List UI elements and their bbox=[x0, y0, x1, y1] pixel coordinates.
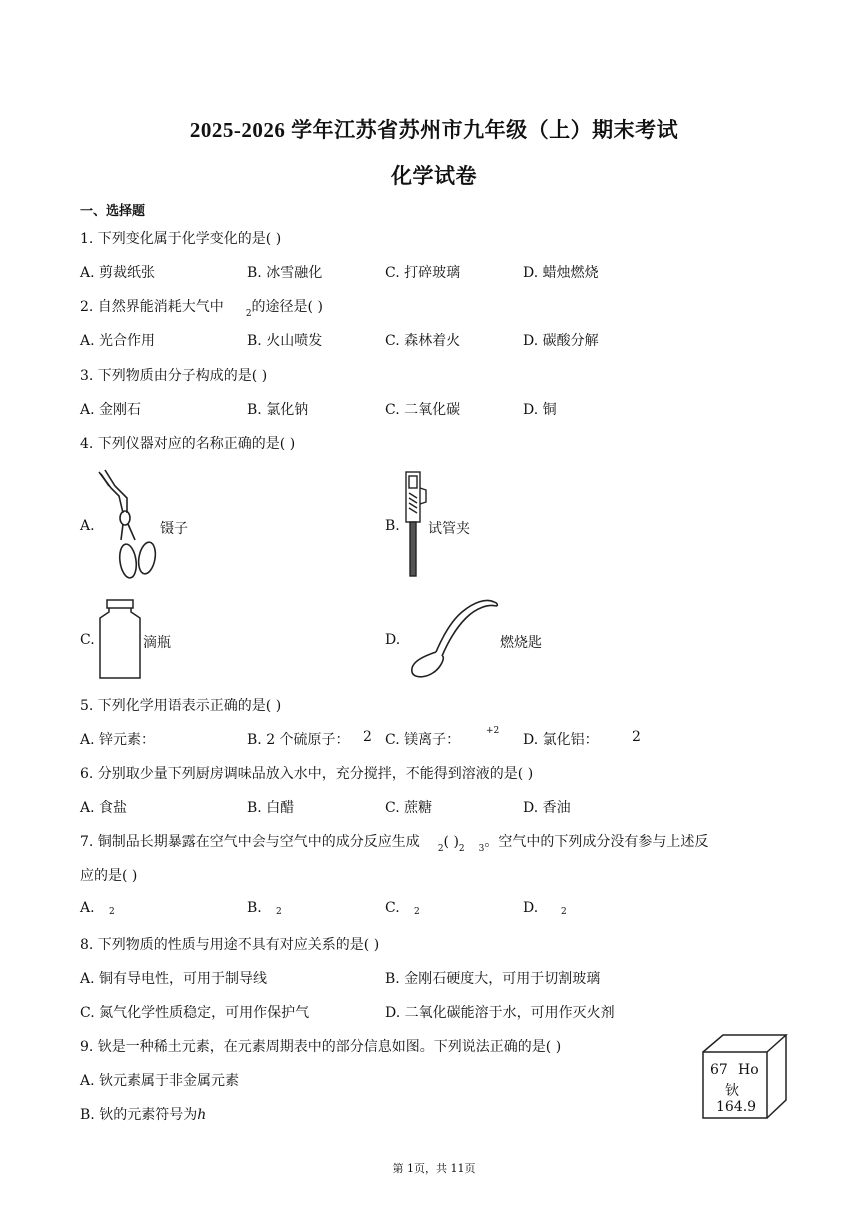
q7-option-a: A. bbox=[80, 900, 95, 916]
q3-option-d: D. 铜 bbox=[523, 402, 557, 418]
q4-option-c: C. bbox=[80, 632, 95, 648]
q2-option-b: B. 火山喷发 bbox=[247, 333, 323, 349]
q4-option-a: A. bbox=[80, 518, 95, 534]
question-7-stem-cont: 应的是( ) bbox=[80, 868, 138, 884]
element-mass: 164.9 bbox=[716, 1099, 757, 1115]
page-title: 2025-2026 学年江苏省苏州市九年级（上）期末考试 bbox=[189, 118, 679, 142]
q7-c-sub: 2 bbox=[414, 907, 420, 917]
q7-sub-2: 2 bbox=[458, 844, 465, 854]
q8-option-d: D. 二氧化碳能溶于水，可用作灭火剂 bbox=[385, 1005, 615, 1021]
q6-option-a: A. 食盐 bbox=[80, 800, 128, 816]
q5-option-b: B. 2 个硫原子： bbox=[247, 732, 350, 748]
q4-label-a: 镊子 bbox=[160, 521, 188, 537]
q3-option-c: C. 二氧化碳 bbox=[385, 402, 461, 418]
page-subtitle: 化学试卷 bbox=[391, 164, 477, 188]
q1-option-c: C. 打碎玻璃 bbox=[385, 265, 461, 281]
q7-stem-b: 。空气中的下列成分没有参与上述反 bbox=[484, 834, 709, 850]
q5-b-coefficient: 2 bbox=[363, 729, 372, 745]
question-7-stem bbox=[80, 831, 709, 854]
q4-label-b: 试管夹 bbox=[428, 521, 470, 537]
q6-option-b: B. 白醋 bbox=[247, 800, 295, 816]
tweezers-image bbox=[95, 468, 165, 583]
q2-option-c: C. 森林着火 bbox=[385, 333, 461, 349]
q6-option-c: C. 蔗糖 bbox=[385, 800, 433, 816]
q7-d-sub: 2 bbox=[561, 907, 567, 917]
q1-option-a: A. 剪裁纸张 bbox=[80, 265, 156, 281]
question-9-stem: 9. 钬是一种稀土元素，在元素周期表中的部分信息如图。下列说法正确的是( ) bbox=[80, 1039, 562, 1055]
q9-option-b-symbol: h bbox=[197, 1107, 207, 1123]
q7-stem-mid: ( ) bbox=[443, 834, 459, 850]
q5-option-c: C. 镁离子： bbox=[385, 732, 461, 748]
q4-label-d: 燃烧匙 bbox=[500, 635, 542, 651]
question-4-stem: 4. 下列仪器对应的名称正确的是( ) bbox=[80, 436, 296, 452]
q9-option-b bbox=[80, 1104, 206, 1124]
q5-option-a: A. 锌元素： bbox=[80, 732, 156, 748]
question-2-stem bbox=[80, 296, 323, 319]
q8-option-b: B. 金刚石硬度大，可用于切割玻璃 bbox=[385, 971, 601, 987]
element-symbol: Ho bbox=[738, 1062, 759, 1078]
question-5-stem: 5. 下列化学用语表示正确的是( ) bbox=[80, 698, 282, 714]
q5-d-subscript: 2 bbox=[632, 729, 641, 745]
q4-option-b: B. bbox=[385, 518, 400, 534]
q7-option-b: B. bbox=[247, 900, 262, 916]
q1-option-d: D. 蜡烛燃烧 bbox=[523, 265, 599, 281]
element-atomic-number: 67 bbox=[710, 1062, 728, 1078]
page-footer: 第 1页，共 11页 bbox=[392, 1162, 476, 1175]
q4-option-d: D. bbox=[385, 632, 401, 648]
q7-sub-1: 2 bbox=[437, 844, 444, 854]
q7-a-sub: 2 bbox=[109, 907, 115, 917]
q2-stem-a: 2. 自然界能消耗大气中 bbox=[80, 299, 224, 315]
section-heading: 一、选择题 bbox=[80, 204, 146, 219]
q3-option-b: B. 氯化钠 bbox=[247, 402, 309, 418]
q9-option-a: A. 钬元素属于非金属元素 bbox=[80, 1073, 240, 1089]
q6-option-d: D. 香油 bbox=[523, 800, 571, 816]
q5-option-d: D. 氯化铝： bbox=[523, 732, 599, 748]
bottle-image bbox=[96, 598, 144, 680]
q2-stem-b: 的途径是( ) bbox=[251, 299, 323, 315]
q7-option-c: C. bbox=[385, 900, 400, 916]
q8-option-c: C. 氮气化学性质稳定，可用作保护气 bbox=[80, 1005, 310, 1021]
question-6-stem: 6. 分别取少量下列厨房调味品放入水中，充分搅拌，不能得到溶液的是( ) bbox=[80, 766, 534, 782]
q3-option-a: A. 金刚石 bbox=[80, 402, 142, 418]
q9-option-b-text: B. 钬的元素符号为 bbox=[80, 1107, 198, 1123]
q4-label-c: 滴瓶 bbox=[143, 635, 171, 651]
question-1-stem: 1. 下列变化属于化学变化的是( ) bbox=[80, 231, 282, 247]
q8-option-a: A. 铜有导电性，可用于制导线 bbox=[80, 971, 268, 987]
q7-option-d: D. bbox=[523, 900, 539, 916]
test-tube-clamp-image bbox=[400, 468, 430, 580]
q2-option-d: D. 碳酸分解 bbox=[523, 333, 599, 349]
q7-sub-3: 3 bbox=[478, 844, 485, 854]
q2-option-a: A. 光合作用 bbox=[80, 333, 156, 349]
question-3-stem: 3. 下列物质由分子构成的是( ) bbox=[80, 368, 268, 384]
q7-stem-a: 7. 铜制品长期暴露在空气中会与空气中的成分反应生成 bbox=[80, 834, 420, 850]
q5-c-charge: +2 bbox=[486, 726, 500, 736]
element-name: 钬 bbox=[725, 1083, 739, 1099]
q2-stem-sub: 2 bbox=[245, 309, 252, 319]
combustion-spoon-image bbox=[404, 598, 500, 680]
q1-option-b: B. 冰雪融化 bbox=[247, 265, 323, 281]
question-8-stem: 8. 下列物质的性质与用途不具有对应关系的是( ) bbox=[80, 937, 380, 953]
q7-b-sub: 2 bbox=[276, 907, 282, 917]
